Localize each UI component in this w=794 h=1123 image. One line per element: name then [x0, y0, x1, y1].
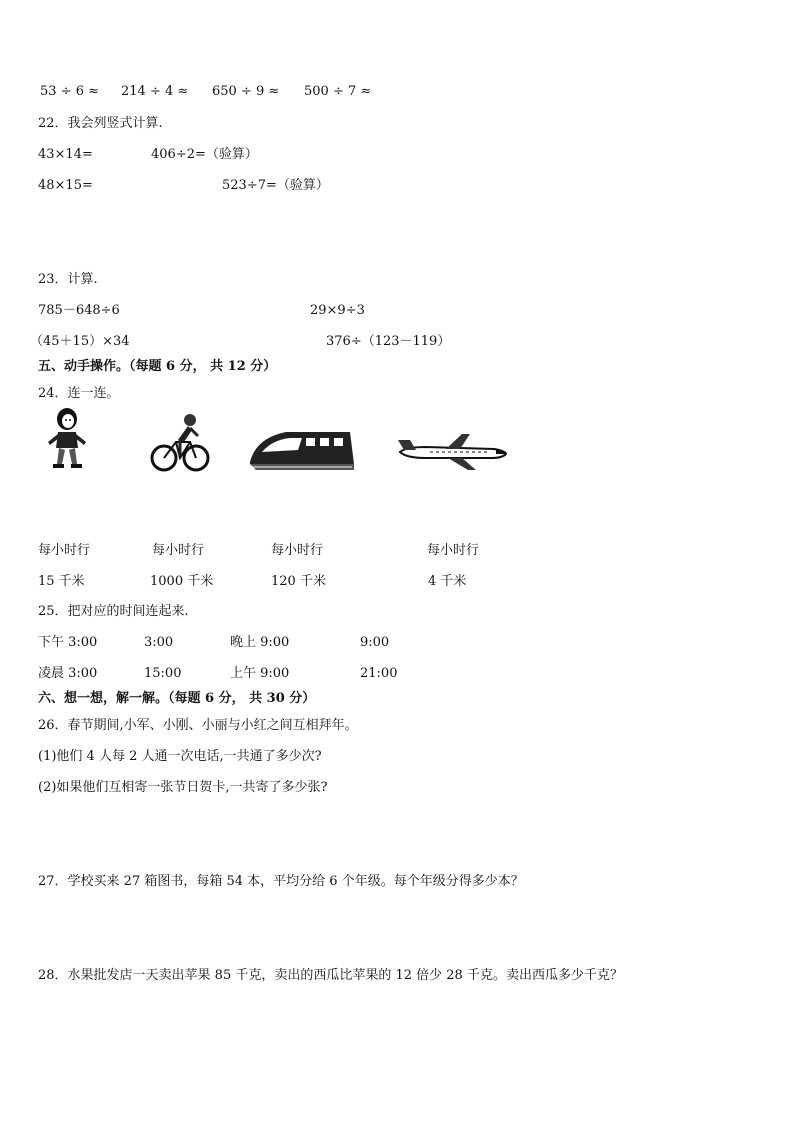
question-23-title: 23．计算.	[38, 272, 98, 287]
question-24-title: 24．连一连。	[38, 386, 120, 401]
speed-value: 120 千米	[271, 574, 326, 589]
time-item: 凌晨 3:00	[38, 666, 98, 681]
estimate-item: 500 ÷ 7 ≈	[304, 84, 372, 99]
time-item: 15:00	[144, 666, 182, 681]
estimate-item: 650 ÷ 9 ≈	[212, 84, 280, 99]
q22-item: 43×14=	[38, 147, 93, 162]
section-6-heading: 六、想一想，解一解。（每题 6 分， 共 30 分）	[38, 691, 316, 706]
estimate-item: 214 ÷ 4 ≈	[121, 84, 189, 99]
train-icon	[246, 424, 358, 472]
q23-item: 29×9÷3	[310, 303, 365, 318]
speed-value: 1000 千米	[150, 574, 214, 589]
person-walking-icon	[44, 406, 90, 470]
time-item: 9:00	[360, 635, 390, 650]
q22-item: 48×15=	[38, 178, 93, 193]
speed-prefix: 每小时行	[152, 543, 205, 558]
speed-prefix: 每小时行	[271, 543, 324, 558]
q22-item: 406÷2=（验算）	[151, 147, 258, 162]
cyclist-icon	[150, 412, 212, 474]
estimate-item: 53 ÷ 6 ≈	[40, 84, 99, 99]
time-item: 上午 9:00	[230, 666, 290, 681]
time-item: 下午 3:00	[38, 635, 98, 650]
question-27: 27．学校买来 27 箱图书，每箱 54 本，平均分给 6 个年级。每个年级分得多少本？	[38, 874, 524, 889]
time-item: 3:00	[144, 635, 174, 650]
section-5-heading: 五、动手操作。（每题 6 分， 共 12 分）	[38, 359, 277, 374]
airplane-icon	[396, 432, 510, 472]
speed-value: 4 千米	[428, 574, 467, 589]
time-item: 晚上 9:00	[230, 635, 290, 650]
question-25-title: 25．把对应的时间连起来.	[38, 604, 189, 619]
q23-item: （45＋15）×34	[30, 334, 130, 349]
q23-item: 785－648÷6	[38, 303, 120, 318]
question-26-sub2: (2)如果他们互相寄一张节日贺卡,一共寄了多少张?	[38, 780, 328, 795]
question-26-title: 26．春节期间,小军、小刚、小丽与小红之间互相拜年。	[38, 718, 358, 733]
time-item: 21:00	[360, 666, 398, 681]
question-26-sub1: (1)他们 4 人每 2 人通一次电话,一共通了多少次?	[38, 749, 322, 764]
speed-prefix: 每小时行	[427, 543, 480, 558]
speed-prefix: 每小时行	[38, 543, 91, 558]
q23-item: 376÷（123－119）	[326, 334, 451, 349]
question-28: 28．水果批发店一天卖出苹果 85 千克，卖出的西瓜比苹果的 12 倍少 28 千克。卖出西瓜多少千克？	[38, 968, 623, 983]
speed-value: 15 千米	[38, 574, 85, 589]
q22-item: 523÷7=（验算）	[222, 178, 329, 193]
question-22-title: 22．我会列竖式计算.	[38, 116, 163, 131]
